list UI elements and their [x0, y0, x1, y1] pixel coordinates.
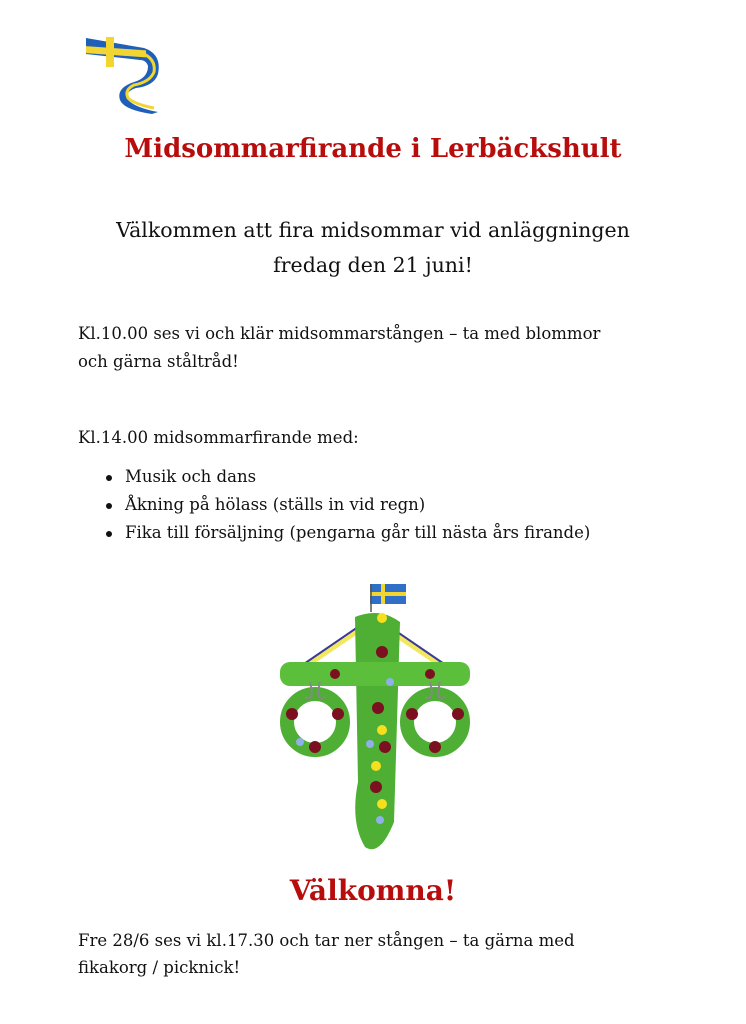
paragraph-morning-line-2: och gärna ståltråd! [78, 352, 239, 371]
subtitle-line-2: fredag den 21 juni! [273, 253, 473, 277]
paragraph-morning-line-1: Kl.10.00 ses vi och klär midsommarstången – ta med blommor [78, 324, 601, 343]
maypole-illustration [270, 582, 480, 858]
closing-line-2: fikakorg / picknick! [78, 958, 241, 977]
activity-list [100, 463, 590, 547]
list-item: Fika till försäljning (pengarna går till nästa års firande) [100, 519, 590, 547]
list-item: Åkning på hölass (ställs in vid regn) [100, 491, 590, 519]
page-title: Midsommarfirande i Lerbäckshult [124, 134, 622, 164]
closing-line-1: Fre 28/6 ses vi kl.17.30 och tar ner stången – ta gärna med [78, 931, 575, 950]
subtitle-line-1: Välkommen att fira midsommar vid anläggningen [116, 218, 630, 242]
list-item: Musik och dans [100, 463, 590, 491]
welcome-heading: Välkomna! [289, 874, 457, 907]
paragraph-afternoon: Kl.14.00 midsommarfirande med: [78, 428, 359, 447]
swedish-flag-ribbon-icon [84, 34, 164, 114]
